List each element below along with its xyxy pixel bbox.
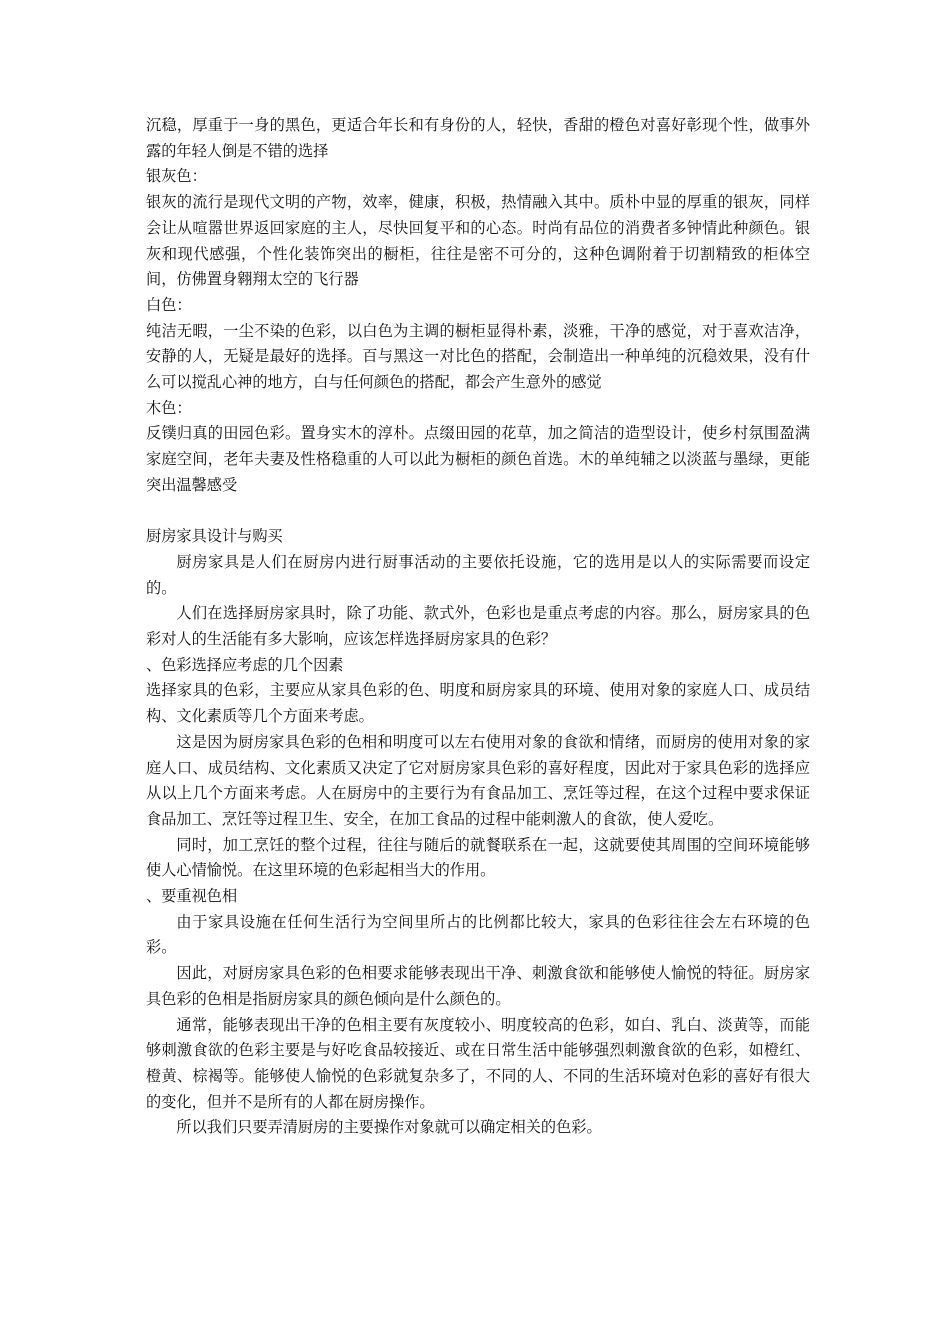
subheading-color-factors: 、色彩选择应考虑的几个因素 <box>146 655 344 674</box>
paragraph-3: 选择家具的色彩，主要应从家具色彩的色、明度和厨房家具的环境、使用对象的家庭人口、成员结构、文化素质等几个方面来考虑。 <box>146 681 810 726</box>
paragraph-9: 所以我们只要弄清厨房的主要操作对象就可以确定相关的色彩。 <box>176 1118 602 1137</box>
white-paragraph: 纯洁无暇，一尘不染的色彩，以白色为主调的橱柜显得朴素，淡雅，干净的感觉，对于喜欢洁净，安静的人，无疑是最好的选择。百与黑这一对比色的搭配，会制造出一种单纯的沉稳效果，没有什么可以搅乱心神的地方，白与任何颜色的搭配，都会产生意外的感觉 <box>146 321 810 392</box>
subheading-hue: 、要重视色相 <box>146 887 238 906</box>
paragraph-1: 厨房家具是人们在厨房内进行厨事活动的主要依托设施，它的选用是以人的实际需要而设定的。 <box>146 552 810 597</box>
paragraph-5: 同时，加工烹饪的整个过程，往往与随后的就餐联系在一起，这就要使其周围的空间环境能够使人心情愉悦。在这里环境的色彩起相当大的作用。 <box>146 835 810 880</box>
document-page <box>146 113 810 1141</box>
paragraph-8: 通常，能够表现出干净的色相主要有灰度较小、明度较高的色彩，如白、乳白、淡黄等，而能够刺激食欲的色彩主要是与好吃食品较接近、或在日常生活中能够强烈刺激食欲的色彩，如橙红、橙黄、棕褐等。能够使人愉悦的色彩就复杂多了，不同的人、不同的生活环境对色彩的喜好有很大的变化，但并不是所有的人都在厨房操作。 <box>146 1015 810 1111</box>
wood-paragraph: 反镤归真的田园色彩。置身实木的淳朴。点缀田园的花草，加之简洁的造型设计，使乡村氛围盈满家庭空间，老年夫妻及性格稳重的人可以此为橱柜的颜色首选。木的单纯辅之以淡蓝与墨绿，更能突出温馨感受 <box>146 424 810 494</box>
silver-gray-paragraph: 银灰的流行是现代文明的产物，效率，健康，积极，热情融入其中。质朴中显的厚重的银灰，同样会让从喧嚣世界返回家庭的主人，尽快回复平和的心态。时尚有品位的消费者多钟情此种颜色。银灰和现代感强，个性化装饰突出的橱柜，往往是密不可分的，这种色调附着于切割精致的柜体空间，仿佛置身翱翔太空的飞行器 <box>146 193 810 289</box>
section-title: 厨房家具设计与购买 <box>146 527 283 546</box>
silver-gray-heading: 银灰色： <box>146 167 207 186</box>
paragraph-2: 人们在选择厨房家具时，除了功能、款式外，色彩也是重点考虑的内容。那么，厨房家具的色彩对人的生活能有多大影响，应该怎样选择厨房家具的色彩？ <box>146 604 810 649</box>
paragraph-7: 因此，对厨房家具色彩的色相要求能够表现出干净、刺激食欲和能够使人愉悦的特征。厨房家具色彩的色相是指厨房家具的颜色倾向是什么颜色的。 <box>146 964 810 1008</box>
paragraph-6: 由于家具设施在任何生活行为空间里所占的比例都比较大，家具的色彩往往会左右环境的色彩。 <box>146 912 810 957</box>
white-heading: 白色： <box>146 295 192 314</box>
wood-heading: 木色： <box>146 398 192 417</box>
intro-paragraph: 沉稳，厚重于一身的黑色，更适合年长和有身份的人，轻快，香甜的橙色对喜好彰现个性，做事外露的年轻人倒是不错的选择 <box>146 116 810 160</box>
section-spacer <box>146 499 810 525</box>
paragraph-4: 这是因为厨房家具色彩的色相和明度可以左右使用对象的食欲和情绪，而厨房的使用对象的家庭人口、成员结构、文化素质又决定了它对厨房家具色彩的喜好程度，因此对于家具色彩的选择应从以上几个方面来考虑。人在厨房中的主要行为有食品加工、烹饪等过程，在这个过程中要求保证食品加工、烹饪等过程卫生、安全，在加工食品的过程中能刺激人的食欲，使人爱吃。 <box>146 732 810 828</box>
